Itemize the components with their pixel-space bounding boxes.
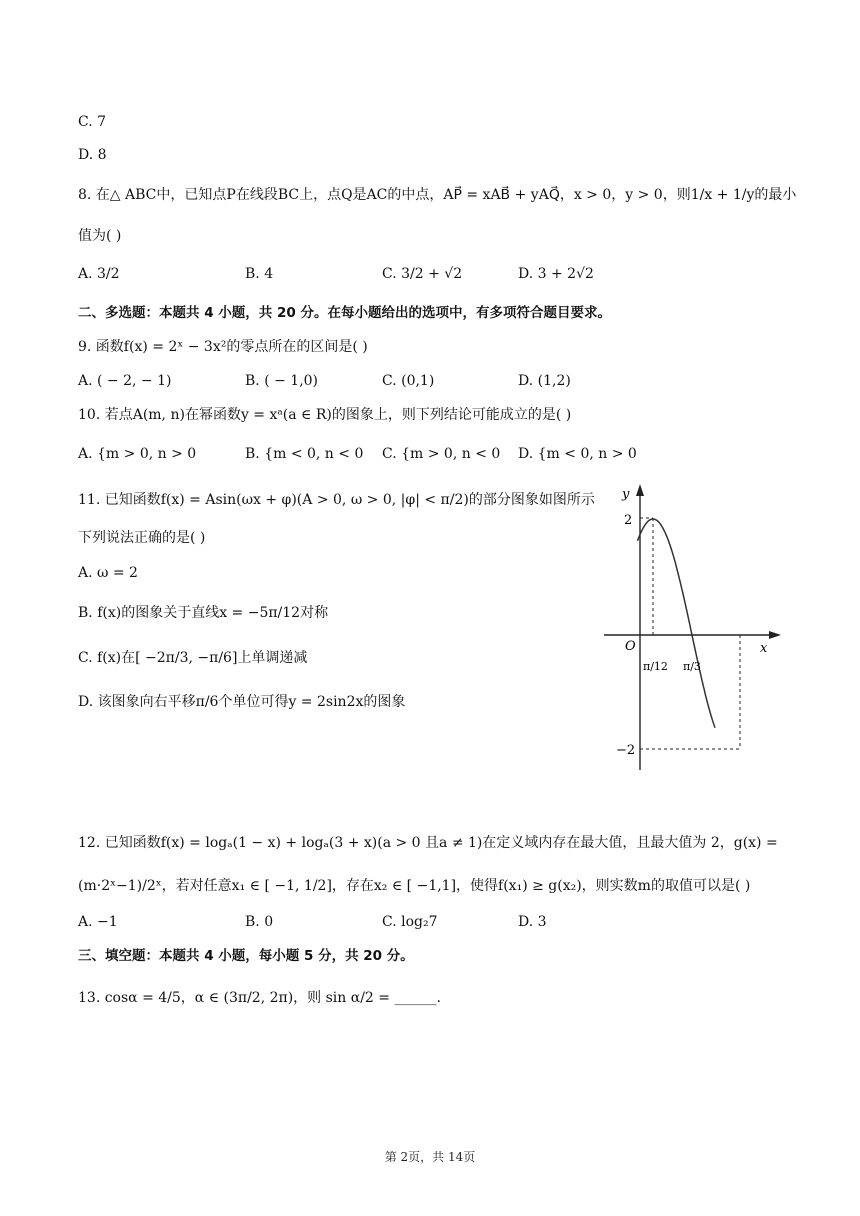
q12-stem: 12. 已知函数f(x) = logₐ(1 − x) + logₐ(3 + x)(a > 0 且a ≠ 1)在定义域内存在最大值，且最大值为 2，g(x) =	[78, 835, 778, 851]
origin-label: O	[625, 639, 636, 654]
y-axis-label: y	[622, 487, 630, 502]
q10-option-c: C. {m > 0, n < 0	[382, 446, 501, 462]
x-tick-pi-3: π/3	[683, 660, 701, 673]
y-axis-arrow	[636, 484, 644, 496]
q11-stem-cont: 下列说法正确的是( )	[78, 530, 206, 546]
q9-option-c: C. (0,1)	[382, 373, 435, 389]
q8-option-a: A. 3/2	[78, 266, 120, 282]
x-tick-pi-12: π/12	[643, 660, 668, 673]
q11-option-d: D. 该图象向右平移π/6个单位可得y = 2sin2x的图象	[78, 694, 406, 710]
q11-option-a: A. ω = 2	[78, 565, 138, 581]
q9-stem: 9. 函数f(x) = 2ˣ − 3x²的零点所在的区间是( )	[78, 339, 368, 355]
q9-option-a: A. ( − 2, − 1)	[78, 373, 172, 389]
x-axis-label: x	[760, 641, 768, 656]
q11-stem: 11. 已知函数f(x) = Asin(ωx + φ)(A > 0, ω > 0, |φ| < π/2)的部分图象如图所示	[78, 492, 595, 508]
section-3-heading: 三、填空题：本题共 4 小题，每小题 5 分，共 20 分。	[78, 948, 414, 964]
q10-option-d: D. {m < 0, n > 0	[518, 446, 637, 462]
q12-option-d: D. 3	[518, 914, 547, 930]
q8-option-b: B. 4	[245, 266, 274, 282]
q10-stem: 10. 若点A(m, n)在幂函数y = xᵃ(a ∈ R)的图象上，则下列结论可能成立的是( )	[78, 407, 572, 423]
q9-option-b: B. ( − 1,0)	[245, 373, 319, 389]
q12-stem-cont: (m·2ˣ−1)/2ˣ，若对任意x₁ ∈ [ −1, 1/2]，存在x₂ ∈ [ −1,1]，使得f(x₁) ≥ g(x₂)，则实数m的取值可以是( )	[78, 878, 751, 894]
q8-stem-cont: 值为( )	[78, 228, 122, 244]
q11-option-c: C. f(x)在[ −2π/3, −π/6]上单调递减	[78, 650, 308, 666]
q13-stem: 13. cosα = 4/5，α ∈ (3π/2, 2π)，则 sin α/2 = ______.	[78, 990, 441, 1006]
page-footer: 第 2页，共 14页	[384, 1150, 476, 1164]
q11-option-b: B. f(x)的图象关于直线x = −5π/12对称	[78, 605, 329, 621]
q10-option-a: A. {m > 0, n > 0	[78, 446, 197, 462]
q12-option-a: A. −1	[78, 914, 118, 930]
q7-option-d: D. 8	[78, 147, 107, 163]
section-2-heading: 二、多选题：本题共 4 小题，共 20 分。在每小题给出的选项中，有多项符合题目要求。	[78, 305, 611, 321]
q8-stem: 8. 在△ ABC中，已知点P在线段BC上，点Q是AC的中点，AP⃗ = xAB⃗ + yAQ⃗，x > 0，y > 0，则1/x + 1/y的最小	[78, 187, 797, 203]
q8-option-d: D. 3 + 2√2	[518, 266, 594, 282]
q12-option-c: C. log₂7	[382, 914, 438, 930]
q9-option-d: D. (1,2)	[518, 373, 571, 389]
y-min-label: −2	[616, 743, 636, 758]
sine-curve	[638, 519, 716, 728]
q7-option-c: C. 7	[78, 114, 107, 130]
q10-option-b: B. {m < 0, n < 0	[245, 446, 364, 462]
q11-sine-graph	[600, 480, 790, 780]
y-max-label: 2	[624, 513, 633, 528]
q8-option-c: C. 3/2 + √2	[382, 266, 463, 282]
q12-option-b: B. 0	[245, 914, 274, 930]
x-axis-arrow	[769, 631, 781, 639]
